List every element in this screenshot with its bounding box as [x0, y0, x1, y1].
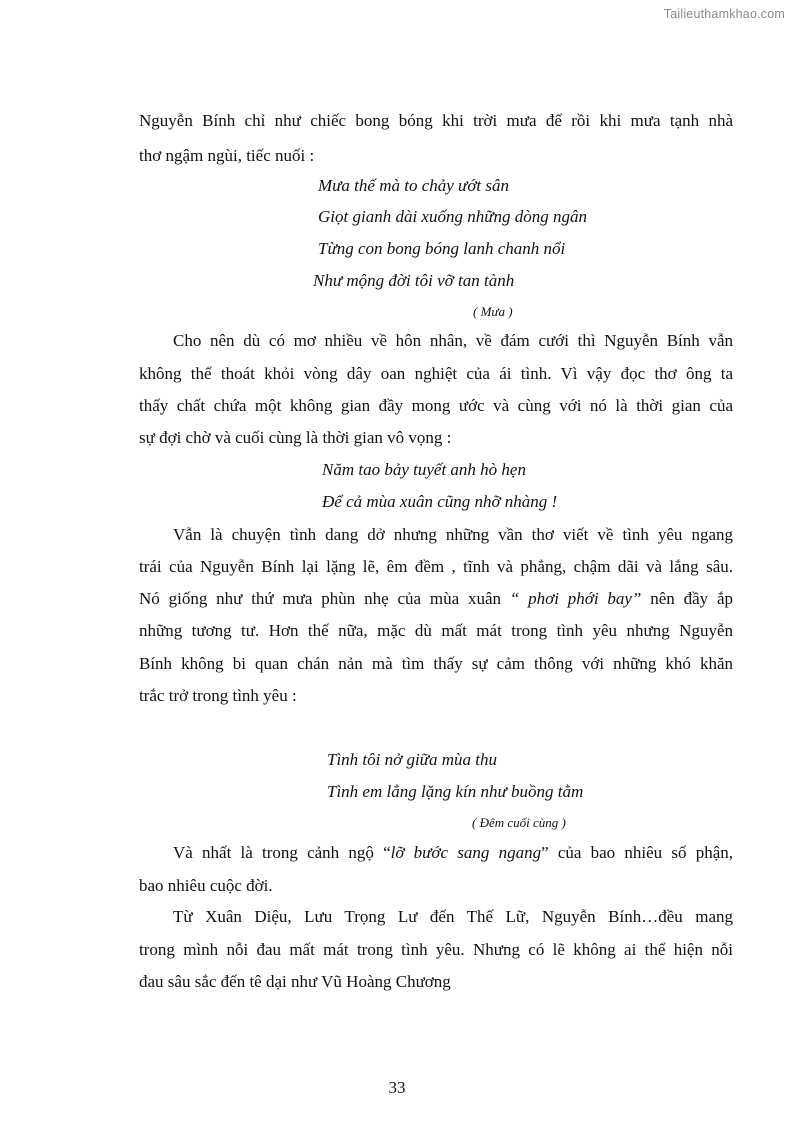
poem3-line-2: Tình em lẳng lặng kín như buồng tằm	[327, 782, 584, 801]
poem1-line-4: Như mộng đời tôi vỡ tan tành	[313, 271, 515, 290]
poem2-line-2: Để cả mùa xuân cũng nhỡ nhàng !	[322, 492, 558, 511]
para2-line-4: sự đợi chờ và cuối cùng là thời gian vô vọng :	[139, 428, 452, 447]
poem3-line-1: Tình tôi nở giữa mùa thu	[327, 750, 497, 769]
para3-line-6: trắc trở trong tình yêu :	[139, 686, 297, 705]
para3-line-3-text: Nó giống như thứ mưa phùn nhẹ của mùa xuân	[139, 589, 510, 608]
para4-line-1-text: Và nhất là trong cảnh ngộ “	[173, 843, 391, 862]
para3-line-4: những tương tư. Hơn thế nữa, mặc dù mất mát trong tình yêu nhưng Nguyễn	[139, 621, 733, 640]
para5-line-3: đau sâu sắc đến tê dại như Vũ Hoàng Chương	[139, 972, 451, 991]
phoi-phoi-bay-quote: “ phơi phới bay”	[509, 589, 642, 608]
para4-line-2: bao nhiêu cuộc đời.	[139, 876, 273, 895]
lo-buoc-sang-ngang-quote: lỡ bước sang ngang	[390, 843, 542, 862]
para1-line-2: thơ ngậm ngùi, tiếc nuối :	[139, 146, 315, 165]
para2-line-2: không thể thoát khỏi vòng dây oan nghiệt của ái tình. Vì vậy đọc thơ ông ta	[139, 364, 733, 383]
para4-line-1-end: ” của bao nhiêu số phận,	[541, 843, 733, 862]
poem1-line-1: Mưa thế mà to chảy ướt sân	[318, 176, 509, 195]
para3-line-2: trái của Nguyễn Bính lại lặng lẽ, êm đềm , tĩnh và phẳng, chậm dãi và lắng sâu.	[139, 557, 733, 576]
page-body	[139, 0, 733, 1123]
para3-line-3-end: nên đầy ắp	[641, 589, 734, 608]
poem1-source: ( Mưa )	[473, 304, 513, 319]
para1-line-1: Nguyễn Bính chỉ như chiếc bong bóng khi trời mưa để rồi khi mưa tạnh nhà	[139, 111, 733, 130]
poem1-line-3: Từng con bong bóng lanh chanh nổi	[318, 239, 566, 258]
poem3-source: ( Đêm cuối cùng )	[472, 815, 566, 830]
para5-line-1: Từ Xuân Diệu, Lưu Trọng Lư đến Thế Lữ, Nguyễn Bính…đều mang	[173, 907, 733, 926]
poem1-line-2: Giọt gianh dài xuống những dòng ngân	[318, 207, 587, 226]
para5-line-2: trong mình nỗi đau mất mát trong tình yêu. Nhưng có lẽ không ai thể hiện nỗi	[139, 940, 733, 959]
page-number: 33	[388, 1078, 406, 1097]
para3-line-5: Bính không bi quan chán nản mà tìm thấy sự cảm thông với những khó khăn	[139, 654, 733, 673]
para2-line-1: Cho nên dù có mơ nhiều về hôn nhân, về đám cưới thì Nguyễn Bính vẫn	[173, 331, 733, 350]
para4-line-1	[173, 843, 733, 863]
para3-line-1: Vẫn là chuyện tình dang dở nhưng những vần thơ viết về tình yêu ngang	[173, 525, 733, 544]
para2-line-3: thấy chất chứa một không gian đầy mong ước và cùng với nó là thời gian của	[139, 396, 733, 415]
watermark: Tailieuthamkhao.com	[663, 7, 785, 21]
para3-line-3	[139, 589, 733, 609]
poem2-line-1: Năm tao bảy tuyết anh hò hẹn	[322, 460, 526, 479]
